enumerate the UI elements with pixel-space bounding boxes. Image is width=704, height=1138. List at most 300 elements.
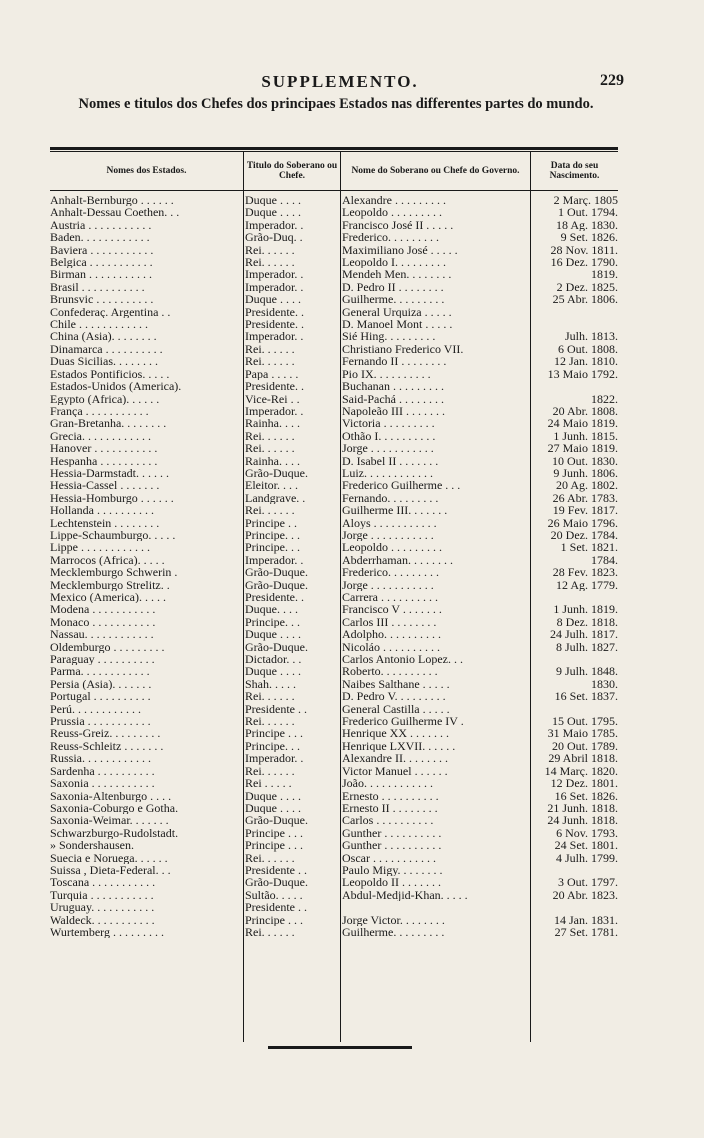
- state-name: Hessia-Cassel . . . . . . .: [50, 479, 160, 492]
- state-name: Lippe . . . . . . . . . . . .: [50, 541, 150, 554]
- table-row: [50, 368, 618, 380]
- ruler-name: Napoleão III . . . . . . .: [342, 404, 445, 418]
- state-name: Toscana . . . . . . . . . . .: [50, 876, 156, 889]
- birth-date: 1830.: [591, 677, 618, 691]
- birth-date: 20 Abr. 1823.: [552, 888, 618, 902]
- bottom-rule: [268, 1046, 412, 1049]
- ruler-name: Francisco José II . . . . .: [342, 218, 454, 232]
- ruler-title: Grão-Duque.: [245, 876, 308, 889]
- birth-date: 20 Out. 1789.: [552, 739, 618, 753]
- birth-date: 6 Nov. 1793.: [556, 826, 618, 840]
- ruler-name: Jorge Victor. . . . . . . .: [342, 913, 445, 926]
- table-row: [50, 591, 618, 603]
- ruler-title: Duque . . . .: [245, 801, 301, 815]
- birth-date: 9 Julh. 1848.: [555, 665, 618, 678]
- state-name: Uruguay. . . . . . . . . . .: [50, 901, 155, 914]
- state-name: Anhalt-Bernburgo . . . . . .: [50, 194, 174, 207]
- state-name: Marrocos (Africa). . . . .: [50, 553, 165, 567]
- ruler-name: Francisco V . . . . . . .: [342, 603, 442, 616]
- table-row: [50, 517, 618, 529]
- birth-date: 24 Set. 1801.: [554, 839, 618, 852]
- birth-date: 2 Març. 1805: [553, 194, 618, 207]
- ruler-name: Maximiliano José . . . . .: [342, 243, 458, 257]
- ruler-name: Mendeh Men. . . . . . . .: [342, 268, 452, 281]
- ruler-title: Presidente . .: [245, 702, 307, 716]
- state-name: Modena . . . . . . . . . . .: [50, 603, 156, 616]
- ruler-name: Gunther . . . . . . . . . .: [342, 826, 442, 840]
- ruler-name: Aloys . . . . . . . . . . .: [342, 516, 437, 529]
- ruler-title: Presidente . .: [245, 901, 307, 914]
- ruler-name: Fernando II . . . . . . . .: [342, 355, 447, 368]
- ruler-title: Rei. . . . . .: [245, 504, 295, 517]
- state-name: Lippe-Schaumburgo. . . . .: [50, 528, 176, 542]
- birth-date: 28 Nov. 1811.: [550, 243, 618, 257]
- ruler-name: Luiz. . . . . . . . . . . .: [342, 466, 433, 480]
- state-name: Hollanda . . . . . . . . . .: [50, 504, 154, 517]
- state-name: Saxonia-Weimar. . . . . . .: [50, 814, 169, 827]
- state-name: Suecia e Noruega. . . . . .: [50, 851, 168, 864]
- table-row: [50, 566, 618, 578]
- birth-date: 1 Set. 1821.: [560, 541, 618, 554]
- table-row: [50, 678, 618, 690]
- ruler-name: Pio IX. . . . . . . . . .: [342, 367, 431, 381]
- ruler-name: Jorge . . . . . . . . . . .: [342, 528, 434, 542]
- table-row: [50, 355, 618, 367]
- column-header-birthdate: Data do seu Nascimento.: [530, 152, 618, 190]
- table-row: [50, 541, 618, 553]
- table-row: [50, 852, 618, 864]
- ruler-name: Carrera . . . . . . . . . .: [342, 591, 438, 604]
- birth-date: 16 Set. 1826.: [554, 789, 618, 802]
- table-row: [50, 219, 618, 231]
- ruler-title: Vice-Rei . .: [245, 392, 300, 405]
- ruler-title: Rei . . . . .: [245, 777, 292, 790]
- table-row: [50, 839, 618, 851]
- state-name: Confederaç. Argentina . .: [50, 305, 171, 319]
- table-row: [50, 889, 618, 901]
- table-row: [50, 467, 618, 479]
- table-row: [50, 343, 618, 355]
- state-name: Russia. . . . . . . . . . . .: [50, 752, 152, 765]
- ruler-name: Carlos III . . . . . . . .: [342, 615, 437, 629]
- table-row: [50, 479, 618, 491]
- ruler-title: Duque . . . .: [245, 194, 301, 207]
- state-name: Reuss-Schleitz . . . . . . .: [50, 739, 164, 753]
- ruler-title: Grão-Duq. .: [245, 231, 303, 244]
- state-name: Prussia . . . . . . . . . . .: [50, 715, 151, 728]
- birth-date: 27 Set. 1781.: [554, 925, 618, 939]
- ruler-title: Principe . . .: [245, 839, 303, 852]
- birth-date: 18 Ag. 1830.: [555, 218, 618, 232]
- state-name: China (Asia). . . . . . . .: [50, 330, 157, 343]
- state-name: França . . . . . . . . . . .: [50, 404, 149, 418]
- ruler-title: Duque . . . .: [245, 665, 301, 678]
- table-row: [50, 715, 618, 727]
- birth-date: 16 Set. 1837.: [554, 690, 618, 703]
- table-row: [50, 330, 618, 342]
- ruler-name: Henrique LXVII. . . . . .: [342, 739, 456, 753]
- ruler-title: Rei. . . . . .: [245, 256, 295, 269]
- ruler-title: Presidente. .: [245, 380, 304, 393]
- ruler-title: Imperador. .: [245, 280, 304, 294]
- state-name: Mecklemburgo Strelitz. .: [50, 578, 170, 592]
- table-row: [50, 814, 618, 826]
- ruler-title: Grão-Duque.: [245, 814, 308, 827]
- ruler-name: D. Isabel II . . . . . . .: [342, 454, 439, 467]
- birth-date: 24 Junh. 1818.: [547, 814, 618, 827]
- ruler-name: General Urquiza . . . . .: [342, 305, 452, 319]
- state-name: Hanover . . . . . . . . . . .: [50, 442, 158, 455]
- birth-date: 1 Junh. 1815.: [553, 429, 618, 443]
- ruler-title: Sultão. . . . .: [245, 888, 303, 902]
- state-name: Hessia-Homburgo . . . . . .: [50, 491, 174, 505]
- ruler-name: Guilherme III. . . . . . .: [342, 504, 448, 517]
- table-row: [50, 616, 618, 628]
- table-row: [50, 876, 618, 888]
- birth-date: 2 Dez. 1825.: [556, 280, 618, 294]
- ruler-title: Imperador. .: [245, 752, 304, 765]
- state-name: Oldemburgo . . . . . . . . .: [50, 640, 165, 654]
- birth-date: 1 Junh. 1819.: [553, 603, 618, 616]
- table-header: [50, 152, 618, 191]
- ruler-name: Carlos Antonio Lopez. . .: [342, 653, 463, 666]
- birth-date: 20 Ag. 1802.: [555, 479, 618, 492]
- ruler-name: D. Pedro V. . . . . . . . .: [342, 690, 446, 703]
- birth-date: 1784.: [591, 553, 618, 567]
- ruler-title: Grão-Duque.: [245, 566, 308, 579]
- table-row: [50, 926, 618, 938]
- state-name: Sardenha . . . . . . . . . .: [50, 764, 155, 778]
- ruler-name: Frederico Guilherme . . .: [342, 479, 461, 492]
- table-row: [50, 752, 618, 764]
- birth-date: 12 Jan. 1810.: [554, 355, 618, 368]
- ruler-title: Rei. . . . . .: [245, 442, 295, 455]
- table-row: [50, 293, 618, 305]
- state-name: Baviera . . . . . . . . . . .: [50, 243, 154, 257]
- state-name: Mexico (America). . . . .: [50, 591, 166, 604]
- birth-date: 21 Junh. 1818.: [547, 801, 618, 815]
- table-row: [50, 579, 618, 591]
- ruler-title: Dictador. . .: [245, 653, 302, 666]
- ruler-title: Principe . . .: [245, 913, 303, 926]
- ruler-title: Imperador. .: [245, 330, 304, 343]
- state-name: Waldeck. . . . . . . . . . .: [50, 913, 155, 926]
- ruler-title: Rei. . . . . .: [245, 429, 295, 443]
- table-row: [50, 690, 618, 702]
- table-row: [50, 231, 618, 243]
- table-row: [50, 777, 618, 789]
- state-name: Turquia . . . . . . . . . . .: [50, 888, 154, 902]
- ruler-name: Paulo Migy. . . . . . . .: [342, 863, 443, 877]
- ruler-name: Adolpho. . . . . . . . . .: [342, 628, 441, 641]
- ruler-title: Rei. . . . . .: [245, 243, 295, 257]
- table-row: [50, 393, 618, 405]
- ruler-title: Imperador. .: [245, 553, 304, 567]
- ruler-name: Abdul-Medjid-Khan. . . . .: [342, 888, 468, 902]
- ruler-name: Guilherme. . . . . . . . .: [342, 925, 445, 939]
- birth-date: 31 Maio 1785.: [547, 727, 618, 740]
- ruler-name: Carlos . . . . . . . . . .: [342, 814, 434, 827]
- table-row: [50, 268, 618, 280]
- running-head: [50, 72, 630, 92]
- ruler-name: Leopoldo II . . . . . . .: [342, 876, 441, 889]
- ruler-title: Principe. . .: [245, 615, 300, 629]
- table-row: [50, 417, 618, 429]
- state-name: Persia (Asia). . . . . . .: [50, 677, 152, 691]
- state-name: Belgica . . . . . . . . . . .: [50, 256, 153, 269]
- birth-date: 24 Julh. 1817.: [549, 628, 618, 641]
- state-name: Baden. . . . . . . . . . . .: [50, 231, 150, 244]
- birth-date: 15 Out. 1795.: [552, 715, 618, 728]
- birth-date: Julh. 1813.: [564, 330, 618, 343]
- birth-date: 20 Dez. 1784.: [550, 528, 618, 542]
- birth-date: 8 Dez. 1818.: [556, 615, 618, 629]
- ruler-title: Imperador. .: [245, 268, 304, 281]
- state-name: Birman . . . . . . . . . . .: [50, 268, 152, 281]
- birth-date: 1822.: [591, 392, 618, 405]
- table-row: [50, 603, 618, 615]
- ruler-name: Victoria . . . . . . . . .: [342, 417, 435, 430]
- birth-date: 10 Out. 1830.: [552, 454, 618, 467]
- ruler-name: Naibes Salthane . . . . .: [342, 677, 450, 691]
- section-heading: Nomes e titulos dos Chefes dos principaes Estados nas differentes partes do mundo.: [78, 96, 594, 112]
- table-row: [50, 802, 618, 814]
- ruler-title: Principe. . .: [245, 528, 300, 542]
- birth-date: 28 Fev. 1823.: [552, 566, 618, 579]
- top-rule: [50, 147, 618, 150]
- table-row: [50, 628, 618, 640]
- state-name: Paraguay . . . . . . . . . .: [50, 653, 155, 666]
- table-row: [50, 306, 618, 318]
- table-row: [50, 740, 618, 752]
- birth-date: 8 Julh. 1827.: [555, 640, 618, 654]
- state-name: Portugal . . . . . . . . . .: [50, 690, 151, 703]
- ruler-name: Ernesto . . . . . . . . . .: [342, 789, 439, 802]
- ruler-name: Frederico. . . . . . . . .: [342, 231, 439, 244]
- birth-date: 13 Maio 1792.: [547, 367, 618, 381]
- ruler-name: Guilherme. . . . . . . . .: [342, 293, 445, 306]
- ruler-name: Victor Manuel . . . . . .: [342, 764, 448, 778]
- state-name: Chile . . . . . . . . . . . .: [50, 318, 148, 331]
- state-name: Duas Sicilias. . . . . . . .: [50, 355, 158, 368]
- birth-date: 9 Junh. 1806.: [553, 466, 618, 480]
- ruler-title: Grão-Duque.: [245, 466, 308, 480]
- ruler-title: Rei. . . . . .: [245, 764, 295, 778]
- table-row: [50, 405, 618, 417]
- table-row: [50, 380, 618, 392]
- birth-date: 16 Dez. 1790.: [550, 256, 618, 269]
- birth-date: 14 Jan. 1831.: [554, 913, 618, 926]
- ruler-title: Duque . . . .: [245, 293, 301, 306]
- ruler-name: General Castilla . . . . .: [342, 702, 450, 716]
- ruler-name: Leopoldo . . . . . . . . .: [342, 206, 442, 219]
- ruler-name: Frederico. . . . . . . . .: [342, 566, 439, 579]
- birth-date: 12 Dez. 1801.: [550, 777, 618, 790]
- table-row: [50, 318, 618, 330]
- ruler-name: Frederico Guilherme IV .: [342, 715, 464, 728]
- column-header-title: Titulo do Soberano ou Chefe.: [243, 152, 340, 190]
- ruler-title: Rei. . . . . .: [245, 925, 295, 939]
- ruler-name: Sié Hing. . . . . . . . .: [342, 330, 436, 343]
- ruler-title: Imperador. .: [245, 404, 304, 418]
- ruler-title: Shah. . . . .: [245, 677, 296, 691]
- table-body: [50, 194, 618, 938]
- ruler-title: Duque . . . .: [245, 789, 301, 802]
- ruler-title: Grão-Duque.: [245, 578, 308, 592]
- birth-date: 6 Out. 1808.: [558, 342, 618, 356]
- table-row: [50, 827, 618, 839]
- ruler-name: Alexandre II. . . . . . . .: [342, 752, 448, 765]
- state-name: Estados Pontificios. . . . .: [50, 367, 170, 381]
- birth-date: 25 Abr. 1806.: [552, 293, 618, 306]
- ruler-title: Rei. . . . . .: [245, 355, 295, 368]
- ruler-title: Principe. . .: [245, 739, 300, 753]
- ruler-name: D. Pedro II . . . . . . . .: [342, 280, 444, 294]
- table-row: [50, 492, 618, 504]
- ruler-name: João. . . . . . . . . . . .: [342, 777, 433, 790]
- ruler-name: Oscar . . . . . . . . . . .: [342, 851, 436, 864]
- page-number: 229: [600, 72, 624, 89]
- ruler-title: Imperador. .: [245, 218, 304, 232]
- table-row: [50, 703, 618, 715]
- ruler-name: Leopoldo I. . . . . . . . .: [342, 256, 446, 269]
- birth-date: 27 Maio 1819.: [547, 442, 618, 455]
- table-row: [50, 554, 618, 566]
- table-row: [50, 665, 618, 677]
- ruler-name: Fernando. . . . . . . . .: [342, 491, 439, 505]
- ruler-title: Presidente. .: [245, 305, 304, 319]
- ruler-title: Principe . . .: [245, 727, 303, 740]
- state-name: Brunsvic . . . . . . . . . .: [50, 293, 154, 306]
- birth-date: 3 Out. 1797.: [558, 876, 618, 889]
- birth-date: 26 Maio 1796.: [547, 516, 618, 529]
- ruler-title: Rei. . . . . .: [245, 342, 295, 356]
- ruler-name: Henrique XX . . . . . . .: [342, 727, 449, 740]
- ruler-name: Ernesto II . . . . . . . .: [342, 801, 438, 815]
- ruler-title: Eleitor. . . .: [245, 479, 298, 492]
- table-row: [50, 727, 618, 739]
- ruler-title: Landgrave. .: [245, 491, 306, 505]
- state-name: Monaco . . . . . . . . . . .: [50, 615, 156, 629]
- ruler-title: Principe. . .: [245, 541, 300, 554]
- ruler-title: Rei. . . . . .: [245, 715, 295, 728]
- column-header-state: Nomes dos Estados.: [106, 165, 187, 176]
- table-row: [50, 281, 618, 293]
- ruler-title: Presidente . .: [245, 863, 307, 877]
- ruler-title: Presidente. .: [245, 318, 304, 331]
- state-name: Wurtemberg . . . . . . . . .: [50, 925, 164, 939]
- ruler-title: Papa . . . . .: [245, 367, 299, 381]
- ruler-name: Nicoláo . . . . . . . . . .: [342, 640, 440, 654]
- table-row: [50, 504, 618, 516]
- state-name: Reuss-Greiz. . . . . . . . .: [50, 727, 161, 740]
- state-name: Grecia. . . . . . . . . . . .: [50, 429, 151, 443]
- table-row: [50, 529, 618, 541]
- birth-date: 9 Set. 1826.: [560, 231, 618, 244]
- state-name: Schwarzburgo-Rudolstadt.: [50, 826, 179, 840]
- table-row: [50, 653, 618, 665]
- table-row: [50, 901, 618, 913]
- table-row: [50, 430, 618, 442]
- state-name: Nassau. . . . . . . . . . . .: [50, 628, 154, 641]
- state-name: Parma. . . . . . . . . . . .: [50, 665, 150, 678]
- ruler-title: Rei. . . . . .: [245, 690, 295, 703]
- state-name: Austria . . . . . . . . . . .: [50, 218, 152, 232]
- ruler-title: Grão-Duque.: [245, 640, 308, 654]
- running-title: SUPPLEMENTO.: [261, 72, 419, 91]
- ruler-name: Gunther . . . . . . . . . .: [342, 839, 442, 852]
- ruler-title: Rainha. . . .: [245, 454, 300, 467]
- table-row: [50, 244, 618, 256]
- ruler-title: Principe . .: [245, 516, 297, 529]
- ruler-name: Christiano Frederico VII.: [342, 342, 464, 356]
- table-row: [50, 765, 618, 777]
- birth-date: 1819.: [591, 268, 618, 281]
- table-row: [50, 206, 618, 218]
- table-row: [50, 864, 618, 876]
- ruler-title: Duque . . . .: [245, 206, 301, 219]
- ruler-title: Duque. . . .: [245, 603, 298, 616]
- state-name: Gran-Bretanha. . . . . . . .: [50, 417, 167, 430]
- ruler-name: D. Manoel Mont . . . . .: [342, 318, 453, 331]
- state-name: Suissa , Dieta-Federal. . .: [50, 863, 171, 877]
- state-name: Brasil . . . . . . . . . . .: [50, 280, 145, 294]
- state-name: Egypto (Africa). . . . . .: [50, 392, 160, 405]
- birth-date: 26 Abr. 1783.: [552, 491, 618, 505]
- birth-date: 1 Out. 1794.: [558, 206, 618, 219]
- ruler-name: Leopoldo . . . . . . . . .: [342, 541, 442, 554]
- state-name: Estados-Unidos (America).: [50, 380, 182, 393]
- state-name: » Sondershausen.: [50, 839, 134, 852]
- table-row: [50, 442, 618, 454]
- birth-date: 29 Abril 1818.: [548, 752, 618, 765]
- ruler-name: Abderrhaman. . . . . . . .: [342, 553, 453, 567]
- ruler-name: Othão I. . . . . . . . . .: [342, 429, 436, 443]
- birth-date: 4 Julh. 1799.: [555, 851, 618, 864]
- ruler-name: Jorge . . . . . . . . . . .: [342, 578, 434, 592]
- state-name: Anhalt-Dessau Coethen. . .: [50, 206, 180, 219]
- state-name: Saxonia-Coburgo e Gotha.: [50, 801, 179, 815]
- birth-date: 20 Abr. 1808.: [552, 404, 618, 418]
- state-name: Lechtenstein . . . . . . . .: [50, 516, 160, 529]
- birth-date: 19 Fev. 1817.: [552, 504, 618, 517]
- table-row: [50, 914, 618, 926]
- ruler-title: Rainha. . . .: [245, 417, 300, 430]
- ruler-title: Duque . . . .: [245, 628, 301, 641]
- birth-date: 14 Març. 1820.: [544, 764, 618, 778]
- birth-date: 24 Maio 1819.: [547, 417, 618, 430]
- table-row: [50, 256, 618, 268]
- ruler-name: Jorge . . . . . . . . . . .: [342, 442, 434, 455]
- state-name: Hessia-Darmstadt. . . . . .: [50, 466, 169, 480]
- ruler-name: Roberto. . . . . . . . . .: [342, 665, 438, 678]
- ruler-title: Presidente. .: [245, 591, 304, 604]
- ruler-name: Buchanan . . . . . . . . .: [342, 380, 444, 393]
- state-name: Perú. . . . . . . . . . . .: [50, 702, 141, 716]
- state-name: Dinamarca . . . . . . . . . .: [50, 342, 163, 356]
- ruler-title: Principe . . .: [245, 826, 303, 840]
- table-row: [50, 790, 618, 802]
- state-name: Mecklemburgo Schwerin .: [50, 566, 178, 579]
- table-row: [50, 455, 618, 467]
- table-row: [50, 641, 618, 653]
- state-name: Hespanha . . . . . . . . . .: [50, 454, 158, 467]
- ruler-name: Said-Pachá . . . . . . . .: [342, 392, 444, 405]
- state-name: Saxonia . . . . . . . . . . .: [50, 777, 155, 790]
- ruler-title: Rei. . . . . .: [245, 851, 295, 864]
- state-name: Saxonia-Altenburgo . . . .: [50, 789, 172, 802]
- ruler-name: Alexandre . . . . . . . . .: [342, 194, 446, 207]
